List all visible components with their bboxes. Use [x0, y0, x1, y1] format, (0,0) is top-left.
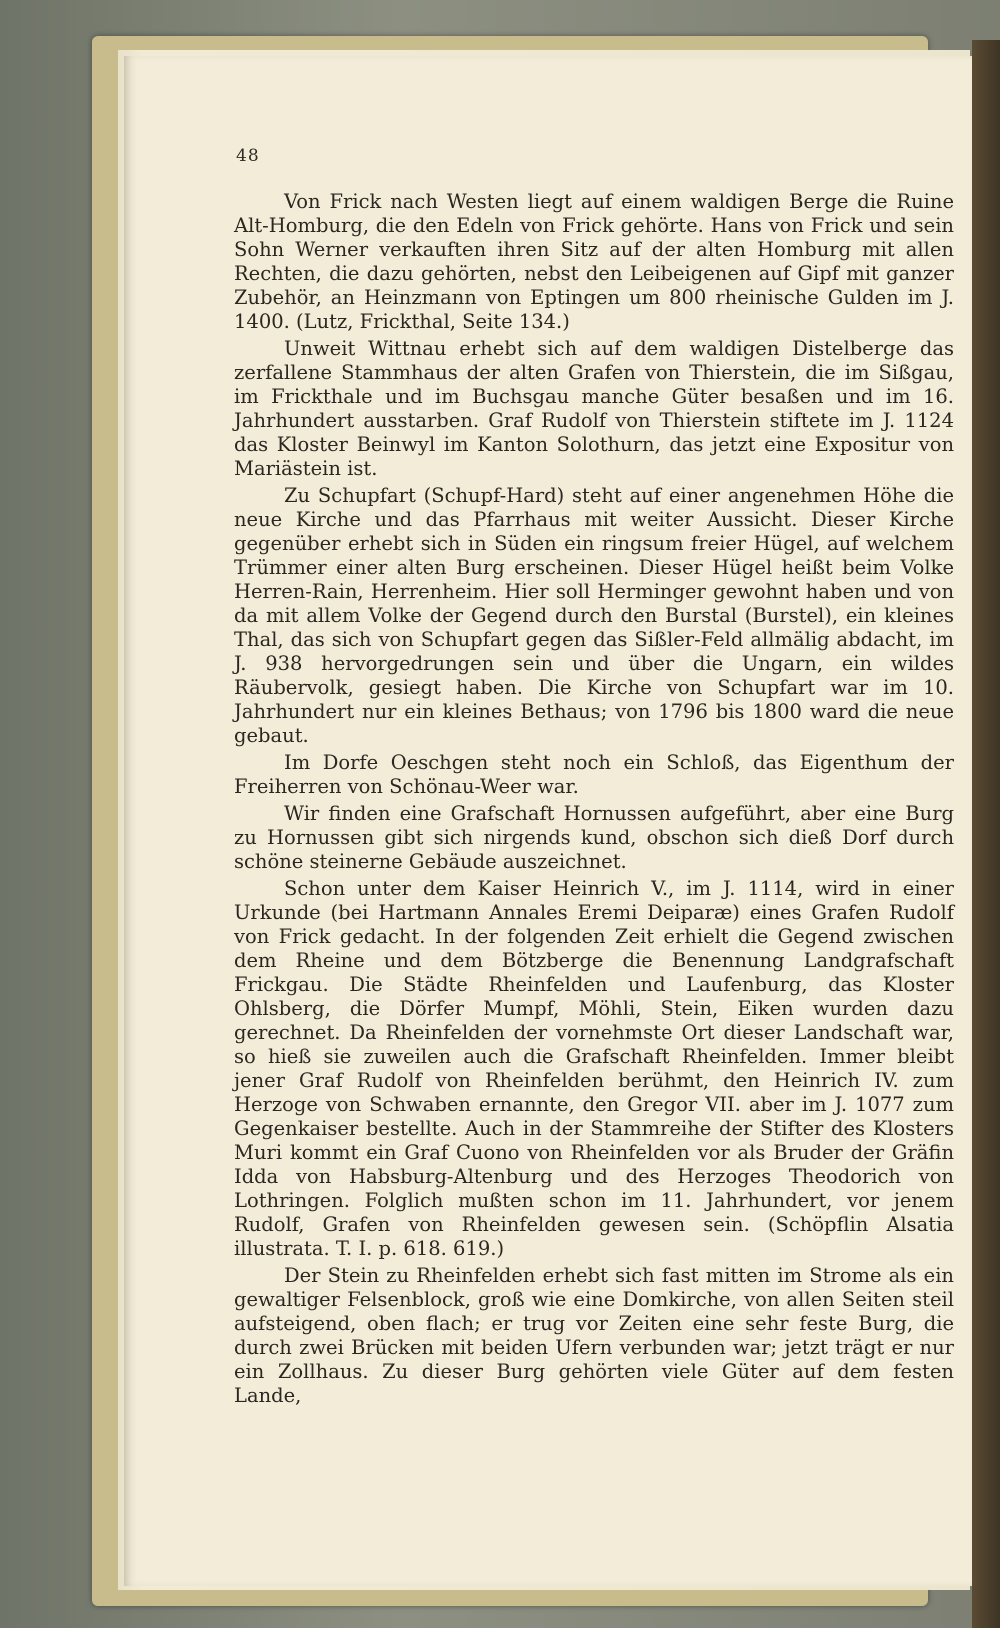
page-text — [234, 190, 954, 1411]
paragraph-stein-rheinfelden: Der Stein zu Rheinfelden erhebt sich fast mitten im Strome als ein gewaltiger Felsenblock, groß wie eine Domkirche, von allen Seiten steil aufsteigend, oben flach; er trug vor Zeiten eine sehr feste Burg, die durch zwei Brücken mit beiden Ufern verbunden war; jetzt trägt er nur ein Zollhaus. Zu dieser Burg gehörten viele Güter auf dem festen Lande, — [234, 1264, 954, 1407]
page-number: 48 — [236, 146, 260, 166]
paragraph-oeschgen: Im Dorfe Oeschgen steht noch ein Schloß, das Eigenthum der Freiherren von Schönau-Weer war. — [234, 751, 954, 798]
paragraph-thierstein: Unweit Wittnau erhebt sich auf dem waldigen Distelberge das zerfallene Stammhaus der alten Grafen von Thierstein, die im Sißgau, im Frickthale und im Buchsgau manche Güter besaßen und im 16. Jahrhundert ausstarben. Graf Rudolf von Thierstein stiftete im J. 1124 das Kloster Beinwyl im Kanton Solothurn, das jetzt eine Expositur von Mariästein ist. — [234, 337, 954, 480]
facing-page-edge — [972, 40, 1000, 1628]
paragraph-frickgau: Schon unter dem Kaiser Heinrich V., im J. 1114, wird in einer Urkunde (bei Hartmann Annales Eremi Deiparæ) eines Grafen Rudolf von Frick gedacht. In der folgenden Zeit erhielt die Gegend zwischen dem Rheine und dem Bötzberge die Benennung Landgrafschaft Frickgau. Die Städte Rheinfelden und Laufenburg, das Kloster Ohlsberg, die Dörfer Mumpf, Möhli, Stein, Eiken wurden dazu gerechnet. Da Rheinfelden der vornehmste Ort dieser Landschaft war, so hieß sie zuweilen auch die Grafschaft Rheinfelden. Immer bleibt jener Graf Rudolf von Rheinfelden berühmt, den Heinrich IV. zum Herzoge von Schwaben ernannte, den Gregor VII. aber im J. 1077 zum Gegenkaiser bestellte. Auch in der Stammreihe der Stifter des Klosters Muri kommt ein Graf Cuono von Rheinfelden vor als Bruder der Gräfin Idda von Habsburg-Altenburg und des Herzoges Theodorich von Lothringen. Folglich mußten schon im 11. Jahrhundert, vor jenem Rudolf, Grafen von Rheinfelden gewesen sein. (Schöpflin Alsatia illustrata. T. I. p. 618. 619.) — [234, 877, 954, 1260]
paragraph-hornussen: Wir finden eine Grafschaft Hornussen aufgeführt, aber eine Burg zu Hornussen gibt sich nirgends kund, obschon sich dieß Dorf durch schöne steinerne Gebäude auszeichnet. — [234, 802, 954, 873]
paragraph-schupfart: Zu Schupfart (Schupf-Hard) steht auf einer angenehmen Höhe die neue Kirche und das Pfarrhaus mit weiter Aussicht. Dieser Kirche gegenüber erhebt sich in Süden ein ringsum freier Hügel, auf welchem Trümmer einer alten Burg erscheinen. Dieser Hügel heißt beim Volke Herren-Rain, Herrenheim. Hier soll Herminger gewohnt haben und von da mit allem Volke der Gegend durch den Burstal (Burstel), ein kleines Thal, das sich von Schupfart gegen das Sißler-Feld allmälig abdacht, im J. 938 hervorgedrungen sein und über die Ungarn, ein wildes Räubervolk, gesiegt haben. Die Kirche von Schupfart war im 10. Jahrhundert nur ein kleines Bethaus; von 1796 bis 1800 ward die neue gebaut. — [234, 484, 954, 747]
paragraph-alt-homburg: Von Frick nach Westen liegt auf einem waldigen Berge die Ruine Alt-Homburg, die den Edeln von Frick gehörte. Hans von Frick und sein Sohn Werner verkauften ihren Sitz auf der alten Homburg mit allen Rechten, die dazu gehörten, nebst den Leibeigenen auf Gipf mit ganzer Zubehör, an Heinzmann von Eptingen um 800 rheinische Gulden im J. 1400. (Lutz, Frickthal, Seite 134.) — [234, 190, 954, 333]
